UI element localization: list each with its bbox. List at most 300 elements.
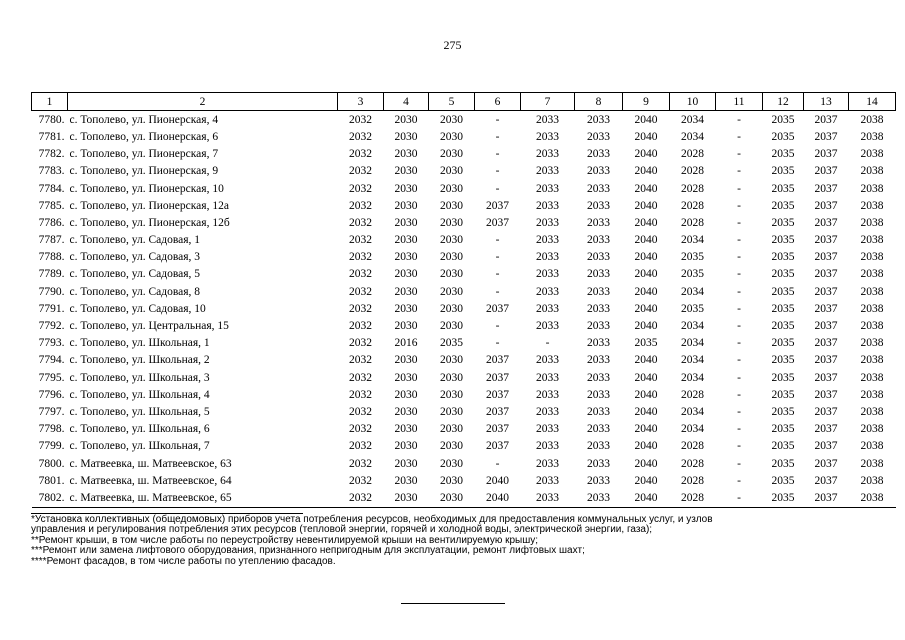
year-cell: 2035: [763, 489, 804, 507]
address-cell: с. Тополево, ул. Садовая, 8: [69, 285, 200, 298]
year-cell: 2040: [634, 405, 658, 418]
year-cell: 2033: [587, 440, 610, 453]
year-cell: 2035: [440, 337, 463, 350]
repair-schedule-table: [31, 92, 896, 508]
year-cell: 2033: [587, 457, 610, 470]
year-cell: 2038: [860, 285, 884, 298]
row-number: 7781.: [38, 130, 65, 143]
year-cell: 2033: [536, 474, 559, 487]
year-cell: 2040: [634, 199, 658, 212]
year-cell: -: [737, 113, 741, 126]
year-cell: -: [737, 457, 741, 470]
year-cell: 2030: [440, 423, 463, 436]
year-cell: 2030: [394, 371, 418, 384]
year-cell: 2035: [771, 216, 795, 229]
table-row: [32, 369, 896, 386]
year-cell: 2032: [349, 182, 372, 195]
year-cell: 2033: [536, 457, 559, 470]
address-cell: с. Тополево, ул. Школьная, 3: [69, 371, 210, 384]
year-cell: 2035: [771, 251, 795, 264]
year-cell: 2037: [486, 423, 509, 436]
year-cell: 2033: [587, 148, 610, 161]
table-row: [32, 163, 896, 180]
address-cell: с. Тополево, ул. Школьная, 1: [69, 337, 210, 350]
year-cell: 2035: [681, 302, 704, 315]
year-cell: 2028: [681, 474, 704, 487]
year-cell: 2030: [440, 474, 463, 487]
year-cell: 2040: [634, 474, 658, 487]
year-cell: -: [495, 457, 500, 470]
row-number: 7780.: [38, 113, 65, 126]
table-row: [32, 266, 896, 283]
year-cell: 2038: [860, 182, 884, 195]
year-cell: 2040: [634, 130, 658, 143]
column-header-14: 14: [849, 93, 896, 111]
year-cell: 2030: [440, 234, 463, 247]
year-cell: 2038: [860, 113, 884, 126]
row-number: 7793.: [38, 337, 65, 350]
year-cell: 2033: [536, 113, 559, 126]
year-cell: 2034: [681, 234, 704, 247]
row-number: 7796.: [38, 388, 65, 401]
year-cell: 2032: [349, 148, 372, 161]
row-number: 7787.: [38, 234, 65, 247]
year-cell: 2038: [860, 165, 884, 178]
row-number: 7801.: [38, 474, 65, 487]
row-number: 7789.: [38, 268, 65, 281]
year-cell: 2037: [814, 320, 838, 333]
column-header-8: 8: [575, 93, 623, 111]
year-cell: 2037: [486, 354, 509, 367]
year-cell: 2030: [440, 148, 463, 161]
year-cell: -: [495, 148, 500, 161]
year-cell: 2032: [349, 337, 372, 350]
column-header-12: 12: [763, 93, 804, 111]
year-cell: 2033: [536, 388, 559, 401]
footnote-line: ****Ремонт фасадов, в том числе работы по утеплению фасадов.: [31, 555, 336, 567]
year-cell: 2033: [536, 405, 559, 418]
year-cell: 2034: [681, 354, 704, 367]
column-header-6: 6: [475, 93, 521, 111]
year-cell: 2032: [349, 457, 372, 470]
year-cell: 2033: [587, 285, 610, 298]
row-number: 7800.: [38, 457, 65, 470]
year-cell: 2032: [349, 165, 372, 178]
year-cell: 2032: [349, 440, 372, 453]
year-cell: 2030: [440, 302, 463, 315]
year-cell: -: [495, 285, 500, 298]
year-cell: 2037: [814, 251, 838, 264]
year-cell: 2030: [440, 251, 463, 264]
year-cell: 2033: [536, 165, 559, 178]
year-cell: -: [737, 423, 741, 436]
year-cell: 2030: [440, 440, 463, 453]
year-cell: 2030: [394, 285, 418, 298]
year-cell: 2030: [394, 405, 418, 418]
year-cell: 2033: [587, 388, 610, 401]
year-cell: -: [495, 268, 500, 281]
column-header-5: 5: [429, 93, 475, 111]
year-cell: 2033: [575, 489, 623, 507]
year-cell: 2030: [394, 234, 418, 247]
year-cell: 2035: [771, 440, 795, 453]
year-cell: -: [495, 251, 500, 264]
column-header-7: 7: [521, 93, 575, 111]
year-cell: 2033: [587, 130, 610, 143]
year-cell: 2033: [587, 199, 610, 212]
row-number: 7792.: [38, 320, 65, 333]
footnote-line: управления и регулирования потребления этих ресурсов (тепловой энергии, горячей и холодной воды, электрической энергии, газа);: [31, 524, 653, 536]
year-cell: 2037: [486, 440, 509, 453]
year-cell: -: [737, 405, 741, 418]
year-cell: 2037: [486, 388, 509, 401]
row-number: 7797.: [38, 405, 65, 418]
year-cell: 2038: [860, 337, 884, 350]
year-cell: 2032: [349, 251, 372, 264]
year-cell: 2035: [771, 148, 795, 161]
year-cell: 2030: [440, 320, 463, 333]
year-cell: 2030: [394, 474, 418, 487]
year-cell: 2037: [814, 354, 838, 367]
year-cell: 2038: [860, 440, 884, 453]
year-cell: 2030: [429, 489, 475, 507]
year-cell: 2034: [681, 423, 704, 436]
year-cell: 2033: [536, 354, 559, 367]
table-row: [32, 197, 896, 214]
year-cell: 2032: [338, 489, 384, 507]
year-cell: 2038: [860, 474, 884, 487]
table-row: [32, 146, 896, 163]
year-cell: 2040: [634, 354, 658, 367]
year-cell: 2035: [681, 251, 704, 264]
year-cell: 2035: [771, 130, 795, 143]
year-cell: 2035: [771, 354, 795, 367]
address-cell: с. Тополево, ул. Пионерская, 10: [69, 182, 224, 195]
year-cell: 2030: [394, 457, 418, 470]
year-cell: -: [737, 440, 741, 453]
year-cell: 2033: [536, 130, 559, 143]
year-cell: 2038: [860, 148, 884, 161]
year-cell: 2037: [486, 405, 509, 418]
footnote-line: ***Ремонт или замена лифтового оборудования, признанного непригодным для эксплуатации, ремонт лифтовых шахт;: [31, 545, 585, 557]
year-cell: 2033: [536, 440, 559, 453]
address-cell: с. Тополево, ул. Пионерская, 6: [69, 130, 219, 143]
year-cell: 2033: [587, 423, 610, 436]
year-cell: -: [737, 251, 741, 264]
year-cell: -: [737, 182, 741, 195]
table-row: [32, 421, 896, 438]
year-cell: 2040: [634, 302, 658, 315]
year-cell: 2032: [349, 130, 372, 143]
year-cell: 2037: [814, 199, 838, 212]
year-cell: -: [545, 337, 550, 350]
year-cell: 2033: [536, 302, 559, 315]
year-cell: 2037: [814, 130, 838, 143]
year-cell: 2034: [681, 405, 704, 418]
year-cell: -: [495, 165, 500, 178]
year-cell: 2032: [349, 234, 372, 247]
column-header-11: 11: [716, 93, 763, 111]
year-cell: 2030: [440, 371, 463, 384]
year-cell: 2035: [771, 285, 795, 298]
year-cell: 2033: [587, 216, 610, 229]
year-cell: -: [495, 234, 500, 247]
year-cell: 2035: [771, 182, 795, 195]
year-cell: 2035: [681, 268, 704, 281]
year-cell: 2030: [394, 182, 418, 195]
year-cell: 2030: [394, 165, 418, 178]
year-cell: 2030: [440, 354, 463, 367]
table-row: [32, 249, 896, 266]
year-cell: 2030: [440, 457, 463, 470]
year-cell: -: [716, 489, 763, 507]
footnote-line: *Установка коллективных (общедомовых) приборов учета потребления ресурсов, необходимых для предоставления коммунальных услуг, и узлов: [31, 514, 713, 525]
address-cell: с. Тополево, ул. Школьная, 6: [69, 423, 210, 436]
year-cell: 2035: [634, 337, 658, 350]
table-row: [32, 317, 896, 334]
year-cell: -: [737, 337, 741, 350]
year-cell: 2030: [394, 388, 418, 401]
year-cell: 2032: [349, 285, 372, 298]
year-cell: 2037: [814, 182, 838, 195]
table-header-row: [32, 93, 896, 111]
year-cell: -: [737, 320, 741, 333]
year-cell: -: [737, 354, 741, 367]
year-cell: 2037: [814, 474, 838, 487]
year-cell: 2033: [587, 405, 610, 418]
year-cell: 2030: [394, 148, 418, 161]
year-cell: -: [737, 474, 741, 487]
year-cell: 2040: [475, 489, 521, 507]
year-cell: 2032: [349, 388, 372, 401]
year-cell: 2032: [349, 474, 372, 487]
row-number: 7786.: [38, 216, 65, 229]
year-cell: 2028: [681, 216, 704, 229]
year-cell: 2028: [681, 457, 704, 470]
address-cell: с. Тополево, ул. Школьная, 4: [69, 388, 210, 401]
year-cell: 2040: [634, 148, 658, 161]
row-number: 7802.: [32, 489, 68, 507]
year-cell: 2033: [587, 302, 610, 315]
row-number: 7794.: [38, 354, 65, 367]
year-cell: 2033: [587, 234, 610, 247]
footnotes: [31, 515, 881, 567]
year-cell: -: [737, 148, 741, 161]
year-cell: 2030: [394, 302, 418, 315]
year-cell: 2040: [634, 251, 658, 264]
year-cell: 2040: [634, 320, 658, 333]
year-cell: 2032: [349, 320, 372, 333]
year-cell: 2030: [394, 216, 418, 229]
year-cell: 2030: [440, 165, 463, 178]
page-number: 275: [443, 38, 462, 52]
year-cell: 2038: [860, 251, 884, 264]
address-cell: с. Тополево, ул. Садовая, 3: [69, 251, 200, 264]
address-cell: с. Матвеевка, ш. Матвеевское, 65: [68, 489, 338, 507]
year-cell: 2037: [486, 216, 509, 229]
year-cell: 2028: [681, 199, 704, 212]
address-cell: с. Тополево, ул. Центральная, 15: [69, 320, 229, 333]
year-cell: 2030: [440, 285, 463, 298]
year-cell: -: [495, 182, 500, 195]
year-cell: 2030: [440, 130, 463, 143]
year-cell: 2030: [394, 320, 418, 333]
table-row: [32, 438, 896, 455]
table-row: [32, 232, 896, 249]
year-cell: 2030: [394, 423, 418, 436]
year-cell: 2034: [681, 113, 704, 126]
year-cell: 2035: [771, 371, 795, 384]
year-cell: 2033: [536, 251, 559, 264]
year-cell: 2037: [814, 285, 838, 298]
year-cell: -: [737, 234, 741, 247]
year-cell: 2033: [536, 234, 559, 247]
year-cell: 2030: [440, 199, 463, 212]
table-row: [32, 403, 896, 420]
address-cell: с. Тополево, ул. Пионерская, 12б: [69, 216, 230, 229]
row-number: 7795.: [38, 371, 65, 384]
year-cell: 2033: [536, 423, 559, 436]
footnote-line: **Ремонт крыши, в том числе работы по переустройству невентилируемой крыши на вентилируемую крышу;: [31, 534, 539, 546]
year-cell: 2030: [440, 182, 463, 195]
year-cell: 2038: [860, 216, 884, 229]
year-cell: 2034: [681, 320, 704, 333]
year-cell: -: [495, 113, 500, 126]
year-cell: 2040: [634, 113, 658, 126]
column-header-1: 1: [32, 93, 68, 111]
row-number: 7798.: [38, 423, 65, 436]
year-cell: 2040: [634, 182, 658, 195]
address-cell: с. Тополево, ул. Школьная, 7: [69, 440, 210, 453]
year-cell: 2033: [536, 148, 559, 161]
year-cell: 2040: [634, 285, 658, 298]
year-cell: 2033: [536, 216, 559, 229]
table-row: [32, 335, 896, 352]
address-cell: с. Тополево, ул. Пионерская, 7: [69, 148, 219, 161]
year-cell: 2035: [771, 113, 795, 126]
year-cell: 2037: [814, 337, 838, 350]
year-cell: 2040: [634, 388, 658, 401]
year-cell: 2038: [860, 234, 884, 247]
year-cell: -: [737, 371, 741, 384]
year-cell: 2033: [587, 371, 610, 384]
year-cell: 2033: [536, 182, 559, 195]
address-cell: с. Тополево, ул. Садовая, 1: [69, 234, 200, 247]
column-header-2: 2: [68, 93, 338, 111]
year-cell: 2033: [536, 320, 559, 333]
page-end-rule: [401, 603, 505, 604]
year-cell: 2038: [860, 268, 884, 281]
year-cell: 2038: [849, 489, 896, 507]
year-cell: 2035: [771, 165, 795, 178]
year-cell: 2032: [349, 113, 372, 126]
table-row: [32, 300, 896, 317]
year-cell: 2038: [860, 423, 884, 436]
year-cell: 2028: [681, 182, 704, 195]
row-number: 7788.: [38, 251, 65, 264]
year-cell: 2030: [440, 405, 463, 418]
year-cell: 2033: [587, 337, 610, 350]
address-cell: с. Тополево, ул. Пионерская, 12а: [69, 199, 229, 212]
table-row: [32, 128, 896, 145]
year-cell: 2035: [771, 457, 795, 470]
year-cell: 2037: [486, 302, 509, 315]
year-cell: 2035: [771, 320, 795, 333]
year-cell: -: [495, 320, 500, 333]
address-cell: с. Тополево, ул. Садовая, 5: [69, 268, 200, 281]
year-cell: 2030: [394, 440, 418, 453]
year-cell: 2028: [681, 388, 704, 401]
year-cell: -: [737, 285, 741, 298]
year-cell: 2038: [860, 354, 884, 367]
table-row: [32, 386, 896, 403]
table-row: [32, 111, 896, 129]
year-cell: -: [737, 268, 741, 281]
year-cell: 2033: [587, 268, 610, 281]
year-cell: 2040: [623, 489, 670, 507]
row-number: 7785.: [38, 199, 65, 212]
year-cell: -: [737, 388, 741, 401]
year-cell: 2037: [814, 216, 838, 229]
column-header-3: 3: [338, 93, 384, 111]
year-cell: 2028: [670, 489, 716, 507]
column-header-9: 9: [623, 93, 670, 111]
year-cell: 2034: [681, 337, 704, 350]
year-cell: 2040: [634, 440, 658, 453]
year-cell: -: [495, 337, 500, 350]
table-row: [32, 180, 896, 197]
year-cell: 2037: [814, 457, 838, 470]
year-cell: 2035: [771, 337, 795, 350]
year-cell: 2033: [536, 371, 559, 384]
year-cell: 2033: [536, 199, 559, 212]
year-cell: 2035: [771, 388, 795, 401]
year-cell: 2030: [440, 268, 463, 281]
year-cell: 2040: [634, 234, 658, 247]
year-cell: 2034: [681, 371, 704, 384]
year-cell: -: [737, 165, 741, 178]
year-cell: -: [737, 130, 741, 143]
column-header-4: 4: [384, 93, 429, 111]
row-number: 7790.: [38, 285, 65, 298]
year-cell: 2038: [860, 371, 884, 384]
year-cell: 2030: [394, 130, 418, 143]
year-cell: 2037: [804, 489, 849, 507]
year-cell: 2030: [394, 354, 418, 367]
year-cell: 2040: [634, 371, 658, 384]
year-cell: 2038: [860, 457, 884, 470]
address-cell: с. Тополево, ул. Школьная, 5: [69, 405, 210, 418]
year-cell: 2030: [440, 216, 463, 229]
year-cell: 2038: [860, 388, 884, 401]
year-cell: 2028: [681, 148, 704, 161]
year-cell: 2033: [587, 165, 610, 178]
table-row: [32, 352, 896, 369]
year-cell: 2033: [587, 474, 610, 487]
year-cell: 2037: [814, 113, 838, 126]
year-cell: 2035: [771, 423, 795, 436]
year-cell: -: [495, 130, 500, 143]
year-cell: 2035: [771, 234, 795, 247]
year-cell: 2040: [634, 216, 658, 229]
year-cell: 2037: [814, 423, 838, 436]
year-cell: 2030: [440, 388, 463, 401]
year-cell: 2032: [349, 268, 372, 281]
year-cell: 2032: [349, 423, 372, 436]
year-cell: 2030: [394, 113, 418, 126]
year-cell: 2033: [587, 113, 610, 126]
year-cell: 2032: [349, 354, 372, 367]
